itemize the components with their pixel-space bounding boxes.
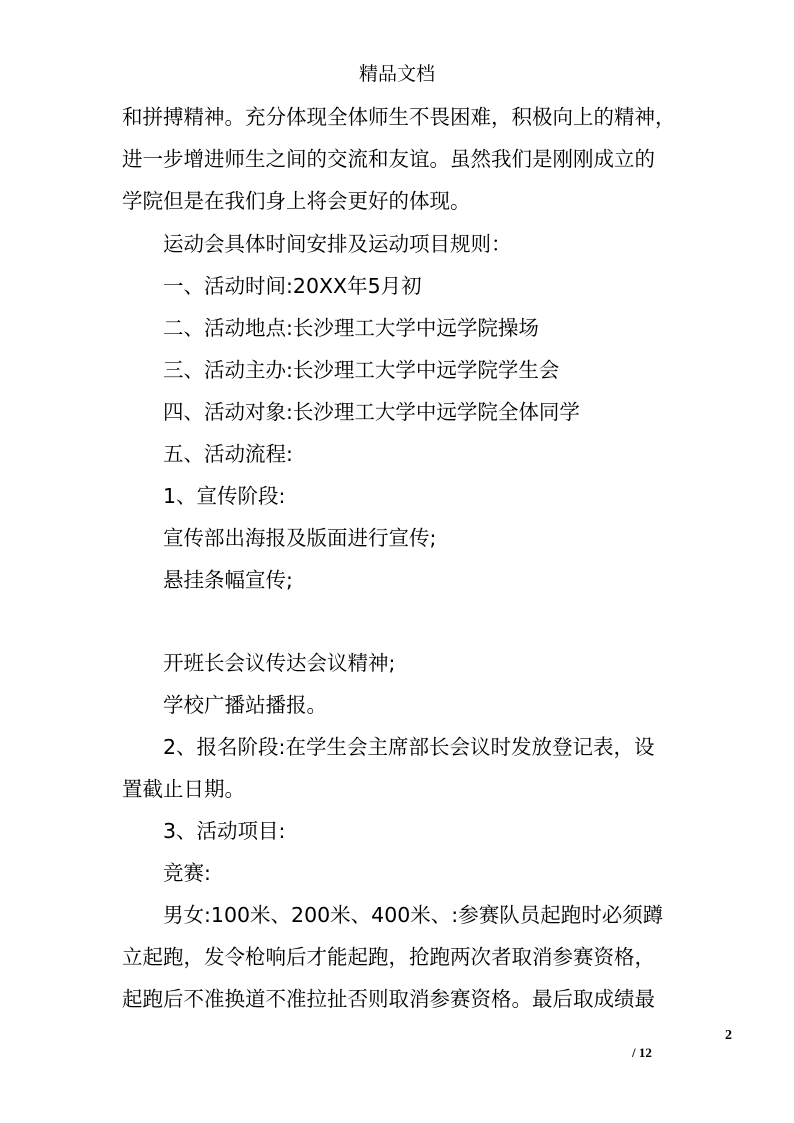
body-line: 3、活动项目: <box>163 819 286 843</box>
document-header-title: 精品文档 <box>358 63 435 85</box>
body-line: 悬挂条幅宣传; <box>163 568 293 592</box>
body-line: 学校广播站播报。 <box>163 693 327 717</box>
body-line: 一、活动时间:20XX年5月初 <box>163 274 422 298</box>
body-line: 五、活动流程: <box>163 442 293 466</box>
body-line: 四、活动对象:长沙理工大学中远学院全体同学 <box>163 400 580 424</box>
body-line: 开班长会议传达会议精神; <box>163 651 396 675</box>
body-line: 置截止日期。 <box>122 777 245 801</box>
body-line: 和拼搏精神。充分体现全体师生不畏困难，积极向上的精神， <box>122 105 676 129</box>
body-line: 起跑后不准换道不准拉扯否则取消参赛资格。最后取成绩最 <box>122 987 655 1011</box>
body-line: 二、活动地点:长沙理工大学中远学院操场 <box>163 316 539 340</box>
body-line: 2、报名阶段:在学生会主席部长会议时发放登记表，设 <box>163 735 655 759</box>
body-line: 三、活动主办:长沙理工大学中远学院学生会 <box>163 358 560 382</box>
body-line: 运动会具体时间安排及运动项目规则： <box>163 232 512 256</box>
body-line: 男女:100米、200米、400米、:参赛队员起跑时必须蹲 <box>163 903 664 927</box>
page-number: 2 <box>725 1028 732 1043</box>
body-line: 学院但是在我们身上将会更好的体现。 <box>122 189 471 213</box>
body-line: 竞赛: <box>163 861 211 885</box>
body-line: 立起跑，发令枪响后才能起跑，抢跑两次者取消参赛资格， <box>122 945 655 969</box>
body-line: 宣传部出海报及版面进行宣传; <box>163 526 437 550</box>
page-total: / 12 <box>632 1045 652 1060</box>
body-line: 1、宣传阶段: <box>163 484 286 508</box>
body-line: 进一步增进师生之间的交流和友谊。虽然我们是刚刚成立的 <box>122 147 655 171</box>
